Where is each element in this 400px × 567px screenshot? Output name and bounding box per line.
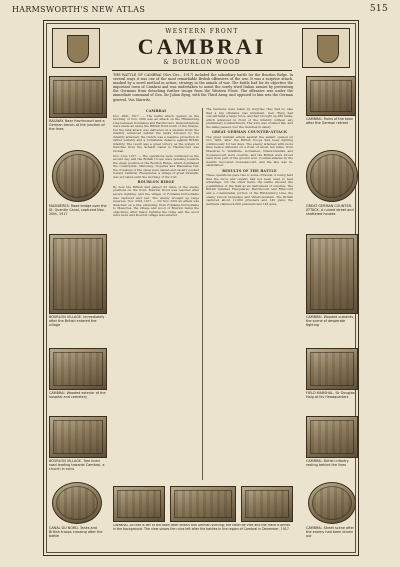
section-heading: GREAT GERMAN COUNTER-ATTACK bbox=[211, 130, 288, 135]
caption-ruins: CAMBRAI. Ruins of the town after the German retreat bbox=[306, 117, 354, 125]
photo-ruined-interior bbox=[241, 486, 293, 522]
caption-counter-attack: GREAT GERMAN COUNTER-ATTACK. A ruined street and shattered houses bbox=[306, 204, 354, 216]
photo-counter-attack bbox=[306, 150, 358, 202]
section-text: The Germans were taken by surprise; they had no idea that a big offensive was imminent. Gen. Byng had concentrated a large force, and had brought up 380 tanks, which advanced in front of the infantry without any preliminary bombardment. The wire was crushed flat, and the tanks passed over the trenches in safety. bbox=[206, 108, 293, 129]
caption-railway: RAILWAY. Near Havrincourt and a German trench at the junction of the lines bbox=[49, 119, 105, 131]
section-text: The great German attack against the salient opened on Nov. 30th, after the British troops had been fighting continuously for ten days. The enemy attacked with more than twelve divisions on a front of about ten miles, from Mœuvres to Vendhuile. Gonnelieu, Villers-Guislain and Gouzeaucourt were overrun, and the British were forced back from part of the ground won. Counter-attacks by the Guards recovered Gouzeaucourt, and the line was re-established. bbox=[206, 134, 293, 168]
section-text: Nov. 20th, 1917. — The battle which opened on the morning of Nov. 20th was an attack on the Hindenburg Line between Gonnelieu and Havrincourt. Demonstrations were made all along the British front south of the Scarpe, but the tank attack was delivered on a six-mile front; the infantry advanced behind the tanks followed by the infantry attacked; the trench was a massive protection in rather suitably and a formidable defence against British infantry. The result was a great victory, as the system of trenches from the Scheldt Canal to Havrincourt was broken. bbox=[113, 113, 199, 154]
text-column-left bbox=[113, 108, 199, 480]
bottom-caption: CAMBRAI. All that is left of the town after British and German shelling; the Hôtel de Ville and the Place d'Armes in the background. The view shows the ruins left after the battles in the region of Cambrai in December, 1917. bbox=[113, 524, 291, 531]
caption-canal-du-nord: CANAL DU NORD. Tanks and British troops crossing after the battle bbox=[49, 526, 103, 538]
section-heading: BOURLON RIDGE bbox=[137, 180, 175, 185]
title-subtitle: & BOURLON WOOD bbox=[163, 59, 241, 66]
caption-street-scene: CAMBRAI. Street scene after the enemy had been driven out bbox=[306, 526, 355, 538]
photo-railway bbox=[49, 76, 107, 118]
caption-field-marshal: FIELD MARSHAL. Sir Douglas Haig at his Headquarters bbox=[306, 391, 355, 399]
photo-canal-du-nord bbox=[52, 482, 102, 524]
section-text: These operations gave rise to some criticism, it being held that the force and cavalry had not been used to best advantage. On the other hand, the battle showed the possibilities of the tank as an instrument of surprise. The British retained Flesquières, Havrincourt and Ribécourt and a considerable portion of the Hindenburg Line; the enemy retook Gonnelieu and Villers-Guislain. The British captured about 11,000 prisoners and 145 guns; the Germans claimed 9,000 prisoners and 148 guns. bbox=[206, 173, 293, 206]
title-rule bbox=[112, 70, 292, 71]
section-text: By now the British had gained 33 miles of the enemy positions on the front. Bourlon Wood was reached after severe fighting, and the village of Fontaine-Notre-Dame was captured and lost. The enemy brought up large reserves. Nov. 23rd, 1917. — On Nov. 23rd an attack was launched on a line extending from Fontaine-Notre-Dame to Mœuvres, the village and wood of Bourlon being the objectives; after heavy fighting the ridge and the wood were held, and Bourlon village was entered. bbox=[113, 184, 199, 218]
crest-left-icon bbox=[52, 28, 100, 68]
photo-bourlon-village bbox=[49, 234, 107, 314]
section-heading: RESULTS OF THE BATTLE bbox=[222, 168, 277, 173]
page-number: 515 bbox=[369, 4, 388, 14]
caption-hospital: CAMBRAI. Wooded exterior of the hospital and cemetery bbox=[49, 391, 106, 399]
publication-name: HARMSWORTH'S NEW ATLAS bbox=[12, 5, 146, 14]
photo-street-scene bbox=[308, 482, 356, 524]
caption-infantry: CAMBRAI. British infantry resting behind the lines bbox=[306, 459, 349, 467]
title-overline: WESTERN FRONT bbox=[165, 28, 239, 35]
photo-masnieres bbox=[52, 150, 104, 202]
photo-hospital bbox=[49, 348, 107, 390]
text-column-right bbox=[206, 108, 293, 480]
title-block bbox=[112, 26, 292, 66]
photo-wooded-outskirts bbox=[306, 234, 358, 314]
section-text: Nov. 21st, 1917. — The operations were continued on the second day and the British troops were pressing towards the great position of the Bourlon Ridge, which dominated the countryside. Marcoing, Noyelles and Masnières fell; the crossings of the canal were seized and cavalry pushed toward Cambrai. Flesquières, a village of great strength, was not taken until the morning of the 21st. bbox=[113, 153, 199, 179]
page-title: CAMBRAI bbox=[137, 34, 267, 59]
section-heading: CAMBRAI bbox=[145, 109, 167, 113]
photo-place-darmes bbox=[170, 486, 236, 522]
caption-masnieres: MASNIÈRES. Road bridge over the St. Quentin Canal, captured Nov. 20th, 1917 bbox=[49, 204, 107, 216]
photo-tree-road bbox=[49, 416, 107, 458]
photo-field-marshal bbox=[306, 348, 358, 390]
caption-wooded-outskirts: CAMBRAI. Wooded outskirts, the scene of desperate fighting bbox=[306, 315, 355, 327]
caption-bourlon-village: BOURLON VILLAGE. Immediately after the British entered the village bbox=[49, 315, 105, 327]
column-divider bbox=[202, 108, 203, 480]
photo-tank bbox=[113, 486, 165, 522]
caption-tree-road: BOURLON VILLAGE. Tree lined road leading towards Cambrai, a church in ruins bbox=[49, 459, 105, 471]
page-header bbox=[10, 4, 390, 16]
photo-infantry bbox=[306, 416, 358, 458]
photo-ruins bbox=[306, 76, 356, 116]
lead-paragraph: THE BATTLE OF CAMBRAI (Nov.-Dec., 1917) included the subsidiary battle for the Bourlon Ridge. In several ways it was one of the most remarkable British offensives of the war. It was a surprise attack, masked by a novel method in action; strategy in the annals of war. The battle had for its objective the important town of Cambrai and was undertaken to assist the sorely tried Italian armies by preventing the Germans from detaching further troops from the Western Front. The offensive was under the immediate command of Gen. Sir Julian Byng, with the Third Army, and opposed to him was the German general, Von Marwitz. bbox=[113, 73, 293, 102]
crest-right-icon bbox=[302, 28, 350, 68]
